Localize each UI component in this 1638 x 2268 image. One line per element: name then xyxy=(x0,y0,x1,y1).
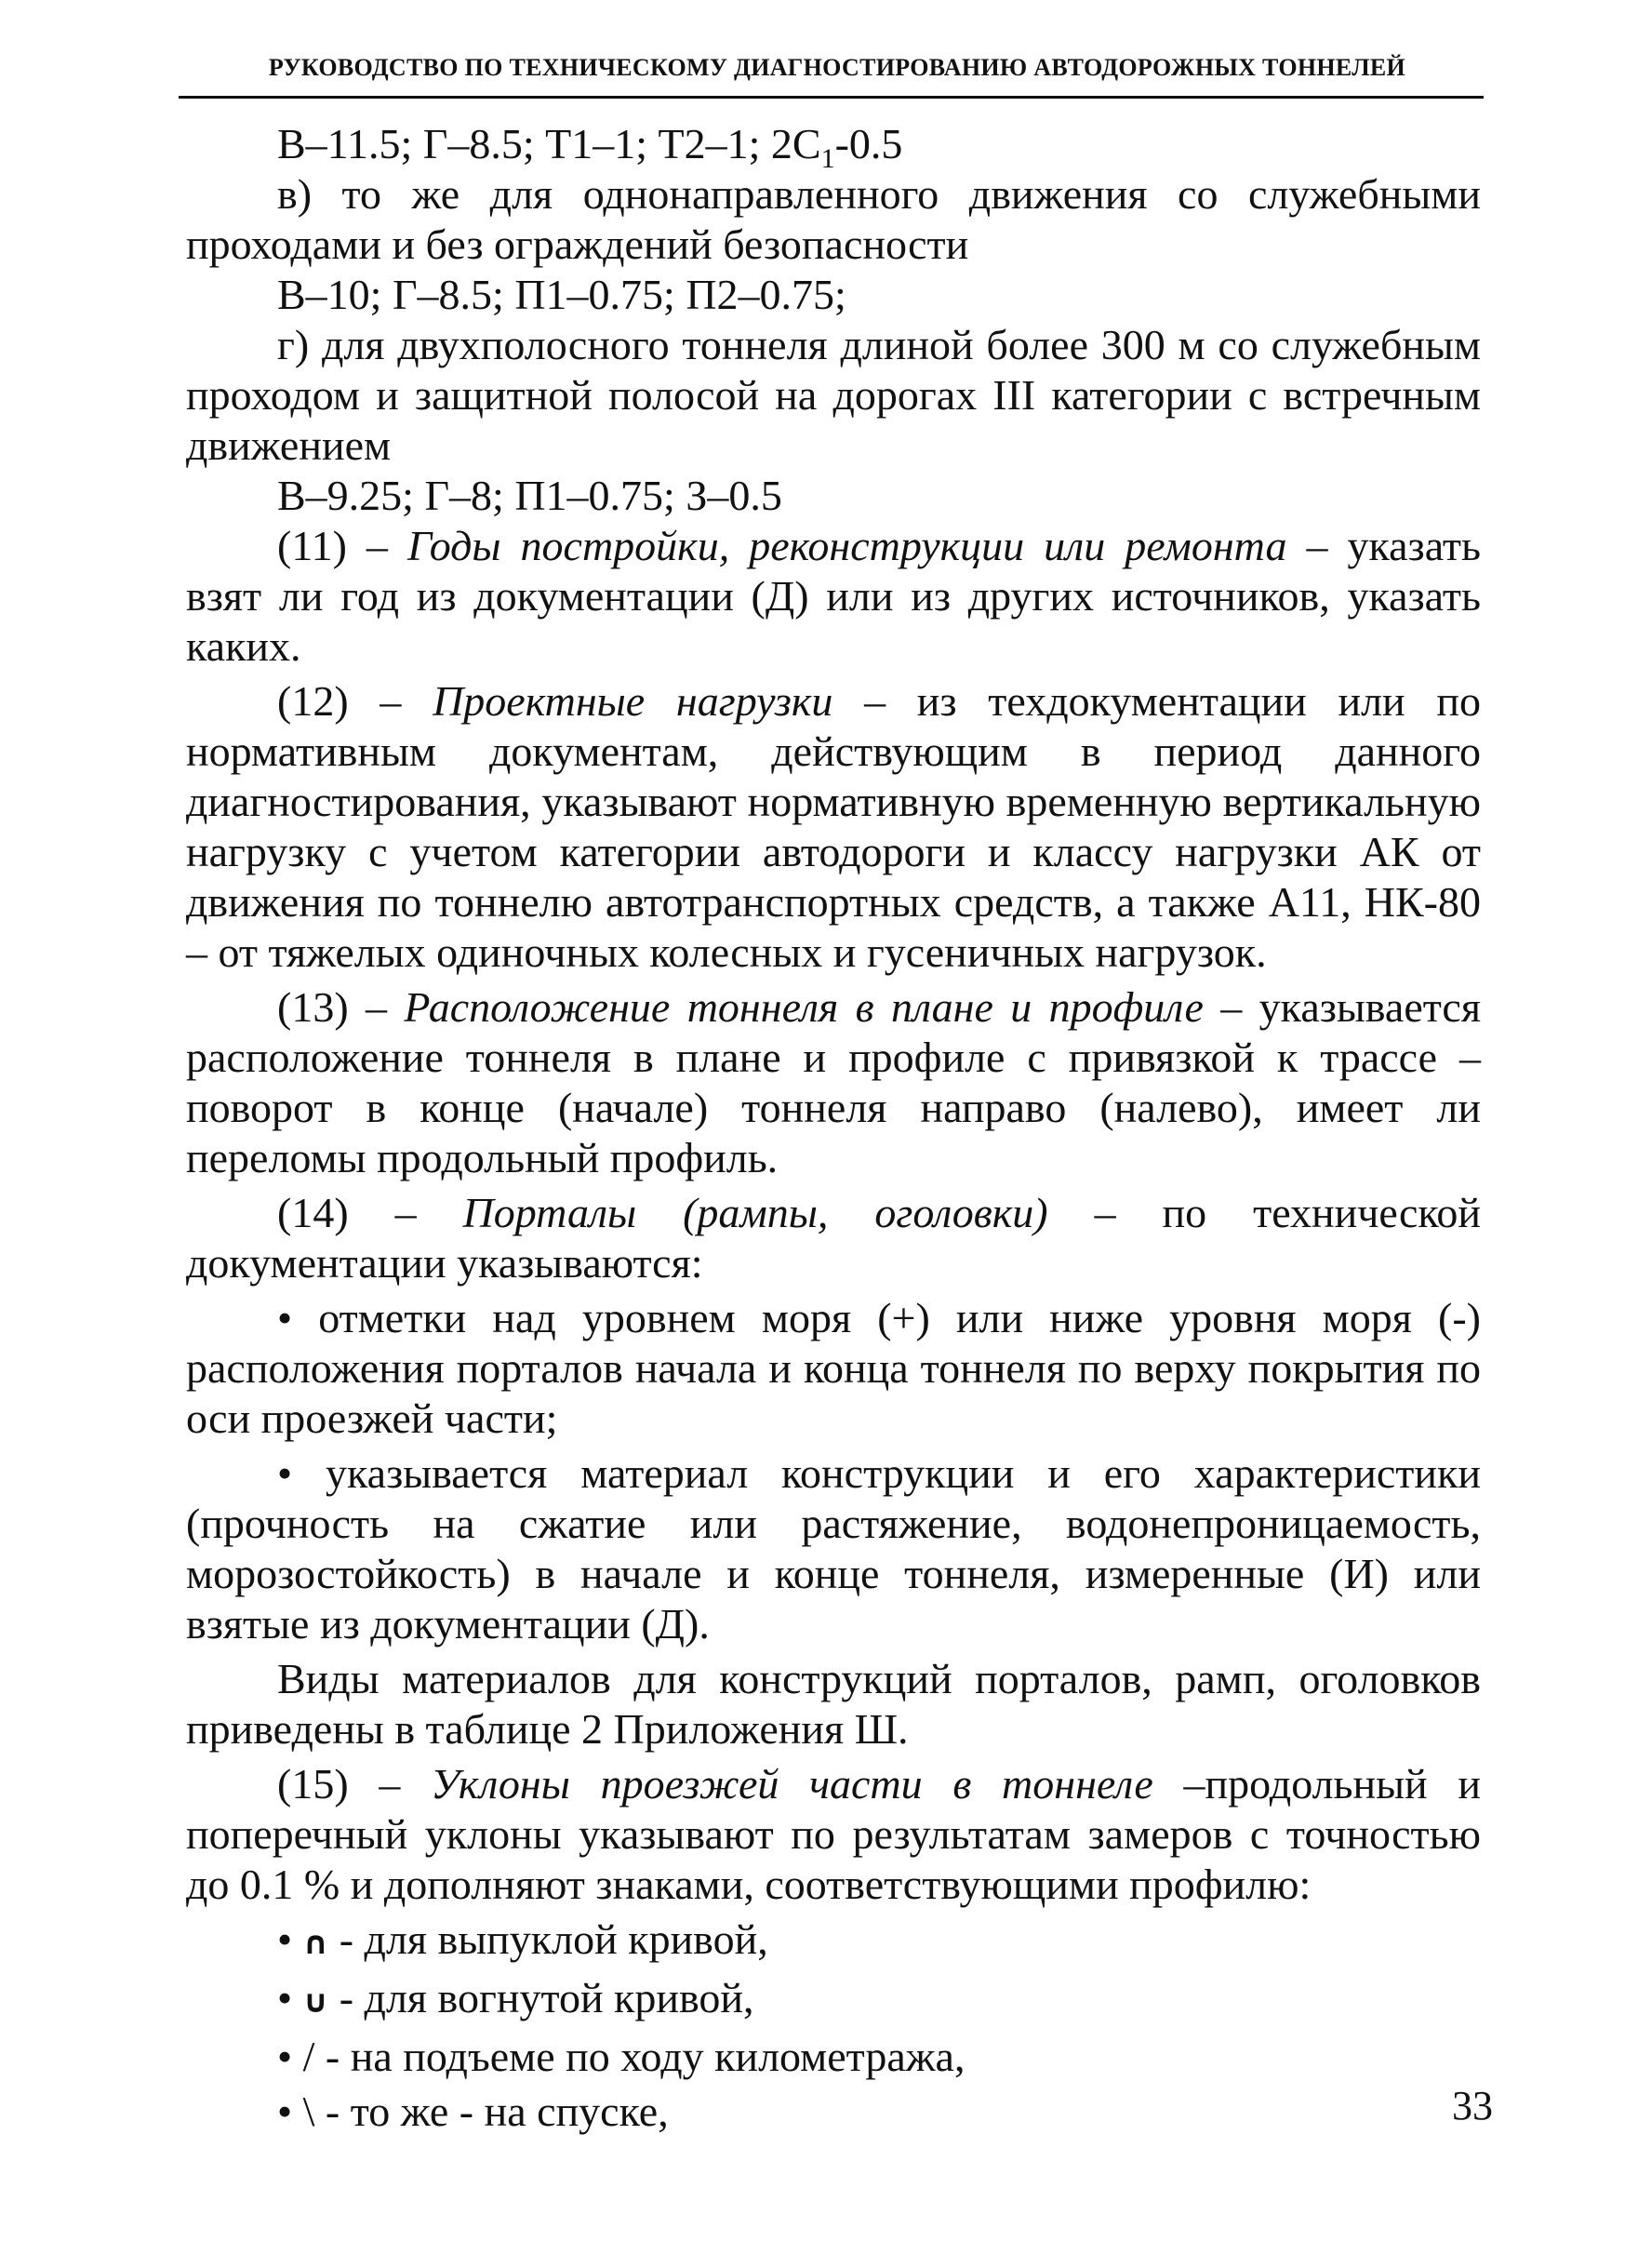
bullet-14b: • указывается материал конструкции и его характеристики (прочность на сжатие или растяжение, водонепроницаемость, морозостойкость) в начале и конце тоннеля, измеренные (И) или взятые из документации (Д). xyxy=(186,1449,1481,1648)
item-11 xyxy=(186,521,1481,672)
code-line-1-tail: -0.5 xyxy=(834,120,903,167)
bullet-mark: • xyxy=(277,2033,303,2080)
sign-concave xyxy=(186,1973,1481,2027)
paragraph-materials: Виды материалов для конструкций порталов, рамп, оголовков приведены в таблице 2 Приложения Ш. xyxy=(186,1655,1481,1753)
bullet-mark: • xyxy=(277,1915,303,1963)
concave-curve-symbol: ∪ xyxy=(302,1983,329,2021)
code-line-1 xyxy=(186,119,1481,175)
item-12-number: (12) – xyxy=(277,677,433,725)
item-12-text: – из техдокументации или по нормативным документам, действующим в период данного диагностирования, указывают нормативную временную вертикальную нагрузку с учетом категории автодороги и классу нагрузки АК от движения по тоннелю автотранспортных средств, а также А11, НК-80 – от тяжелых одиночных колесных и гусеничных нагрузок. xyxy=(186,677,1481,976)
page-number: 33 xyxy=(1452,2083,1493,2128)
sign-concave-text: - для вогнутой кривой, xyxy=(328,1974,754,2021)
item-13-text: – указывается расположение тоннеля в плане и профиле с привязкой к трассе – поворот в конце (начале) тоннеля направо (налево), имеет ли переломы продольный профиль. xyxy=(186,983,1481,1181)
item-14-text: – по технической документации указываются: xyxy=(186,1189,1481,1287)
item-14 xyxy=(186,1188,1481,1288)
item-15-number: (15) – xyxy=(277,1760,432,1808)
paragraph-v: в) то же для однонаправленного движения со служебными проходами и без ограждений безопасности xyxy=(186,170,1481,268)
sign-ascent-text: - на подъеме по ходу километража, xyxy=(314,2033,965,2080)
sign-descent-text: - то же - на спуске, xyxy=(314,2088,669,2135)
sign-convex-text: - для выпуклой кривой, xyxy=(328,1915,768,1963)
code-line-2: В–10; Г–8.5; П1–0.75; П2–0.75; xyxy=(277,271,846,318)
sign-convex xyxy=(186,1914,1481,1968)
item-13-number: (13) – xyxy=(277,983,405,1031)
item-12 xyxy=(186,676,1481,978)
header-rule xyxy=(179,96,1484,99)
code-line-1-text: В–11.5; Г–8.5; Т1–1; Т2–1; 2С xyxy=(277,120,821,167)
item-15-text: –продольный и поперечный уклоны указывают по результатам замеров с точностью до 0.1 % и дополняют знаками, соответствующими профилю: xyxy=(186,1760,1481,1908)
bullet-14a: • отметки над уровнем моря (+) или ниже уровня моря (-) расположения порталов начала и конца тоннеля по верху покрытия по оси проезжей части; xyxy=(186,1294,1481,1442)
descent-symbol: \ xyxy=(302,2088,315,2135)
bullet-mark: • xyxy=(277,1974,303,2021)
sign-descent xyxy=(186,2087,1481,2137)
code-line-3: В–9.25; Г–8; П1–0.75; З–0.5 xyxy=(277,472,782,519)
item-11-number: (11) – xyxy=(277,522,407,569)
item-12-title: Проектные нагрузки xyxy=(433,677,833,725)
item-13-title: Расположение тоннеля в плане и профиле xyxy=(404,983,1204,1031)
item-14-title: Порталы (рампы, оголовки) xyxy=(462,1189,1048,1236)
item-11-text: – указать взят ли год из документации (Д) или из других источников, указать каких. xyxy=(186,522,1481,670)
sign-ascent xyxy=(186,2032,1481,2082)
item-14-number: (14) – xyxy=(277,1189,463,1236)
paragraph-g: г) для двухполосного тоннеля длиной более 300 м со служебным проходом и защитной полосой на дорогах III категории с встречным движением xyxy=(186,321,1481,469)
running-header: РУКОВОДСТВО ПО ТЕХНИЧЕСКОМУ ДИАГНОСТИРОВАНИЮ АВТОДОРОЖНЫХ ТОННЕЛЕЙ xyxy=(268,54,1406,81)
item-15 xyxy=(186,1759,1481,1910)
item-11-title: Годы постройки, реконструкции или ремонта xyxy=(406,522,1287,569)
page-body xyxy=(186,119,1481,2137)
code-line-1-subscript: 1 xyxy=(820,143,835,175)
ascent-symbol: / xyxy=(302,2033,315,2080)
convex-curve-symbol: ∩ xyxy=(302,1925,329,1962)
item-13 xyxy=(186,982,1481,1183)
item-15-title: Уклоны проезжей части в тоннеле xyxy=(431,1760,1153,1808)
bullet-mark: • xyxy=(277,2088,303,2135)
